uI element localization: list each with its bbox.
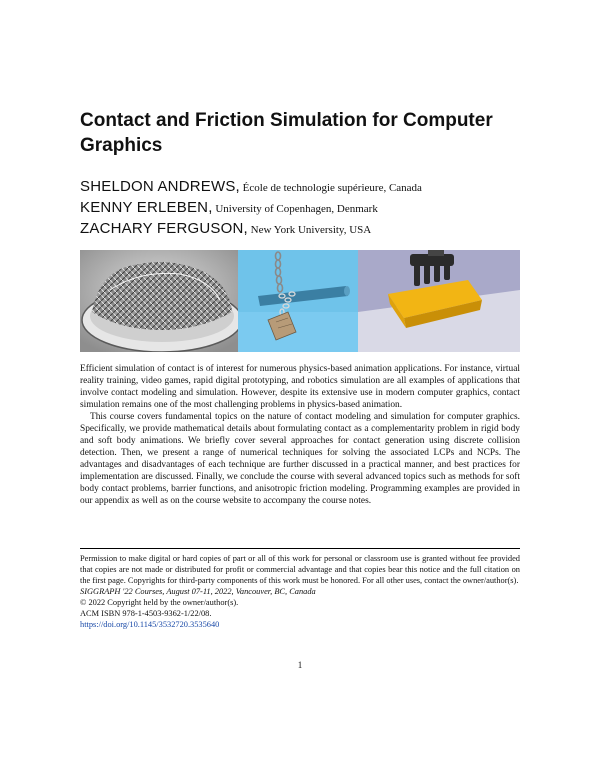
page-number: 1 <box>297 660 303 670</box>
isbn-line: ACM ISBN 978-1-4503-9362-1/22/08. <box>80 609 212 618</box>
author-entry <box>80 177 540 198</box>
author-entry <box>80 198 540 219</box>
author-affiliation: University of Copenhagen, Denmark <box>215 203 378 215</box>
author-name: SHELDON ANDREWS, <box>80 178 240 195</box>
author-name: ZACHARY FERGUSON, <box>80 220 248 237</box>
footnote <box>80 553 520 630</box>
doi-link[interactable]: https://doi.org/10.1145/3532720.3535640 <box>80 620 220 629</box>
abstract-paragraph: This course covers fundamental topics on the nature of contact modeling and simulation for computer graphics. Specifically, we provide mathematical details about formulating contact as a complementarity problem in rigid body and soft body animations. We briefly cover several approaches for contact generation using discrete collision detection. Then, we present a range of numerical techniques for solving the associated LCPs and NCPs. The advantages and disadvantages of each technique are further discussed in a practical manner, and best practices for implementation are discussed. Finally, we conclude the course with several advanced topics such as methods for soft body contact problems, barrier functions, and anisotropic friction modeling. Programming examples are provided in our appendix as well as on the course website to accompany the course notes. <box>80 412 520 506</box>
author-list <box>80 177 540 240</box>
author-affiliation: New York University, USA <box>250 224 372 236</box>
abstract <box>80 363 520 507</box>
author-name: KENNY ERLEBEN, <box>80 199 213 216</box>
abstract-paragraph: Efficient simulation of contact is of interest for numerous physics-based animation applications. For instance, virtual reality training, video games, rapid digital prototyping, and robotics simulation are all examples of applications that involve contact modeling and simulation. However, despite its extensive use in modern computer graphics, contact simulation remains one of the most challenging problems in physics-based animation. <box>80 364 520 410</box>
teaser-figure <box>80 250 520 352</box>
permission-notice: Permission to make digital or hard copies of part or all of this work for personal or classroom use is granted without fee provided that copies are not made or distributed for profit or commercial advantage and that copies bear this notice and the full citation on the first page. Copyrights for third-party components of this work must be honored. For all other uses, contact the owner/author(s). <box>80 554 520 585</box>
paper-title: Contact and Friction Simulation for Computer Graphics <box>80 110 493 156</box>
copyright-line: © 2022 Copyright held by the owner/author(s). <box>80 598 239 607</box>
teaser-rods-in-bowl-image <box>80 250 238 352</box>
teaser-gripper-sponge-image <box>358 250 520 352</box>
teaser-chain-block-image <box>238 250 358 352</box>
venue-line: SIGGRAPH '22 Courses, August 07-11, 2022, Vancouver, BC, Canada <box>80 587 316 596</box>
author-entry <box>80 219 540 240</box>
footnote-divider <box>80 548 520 549</box>
author-affiliation: École de technologie supérieure, Canada <box>242 182 422 194</box>
